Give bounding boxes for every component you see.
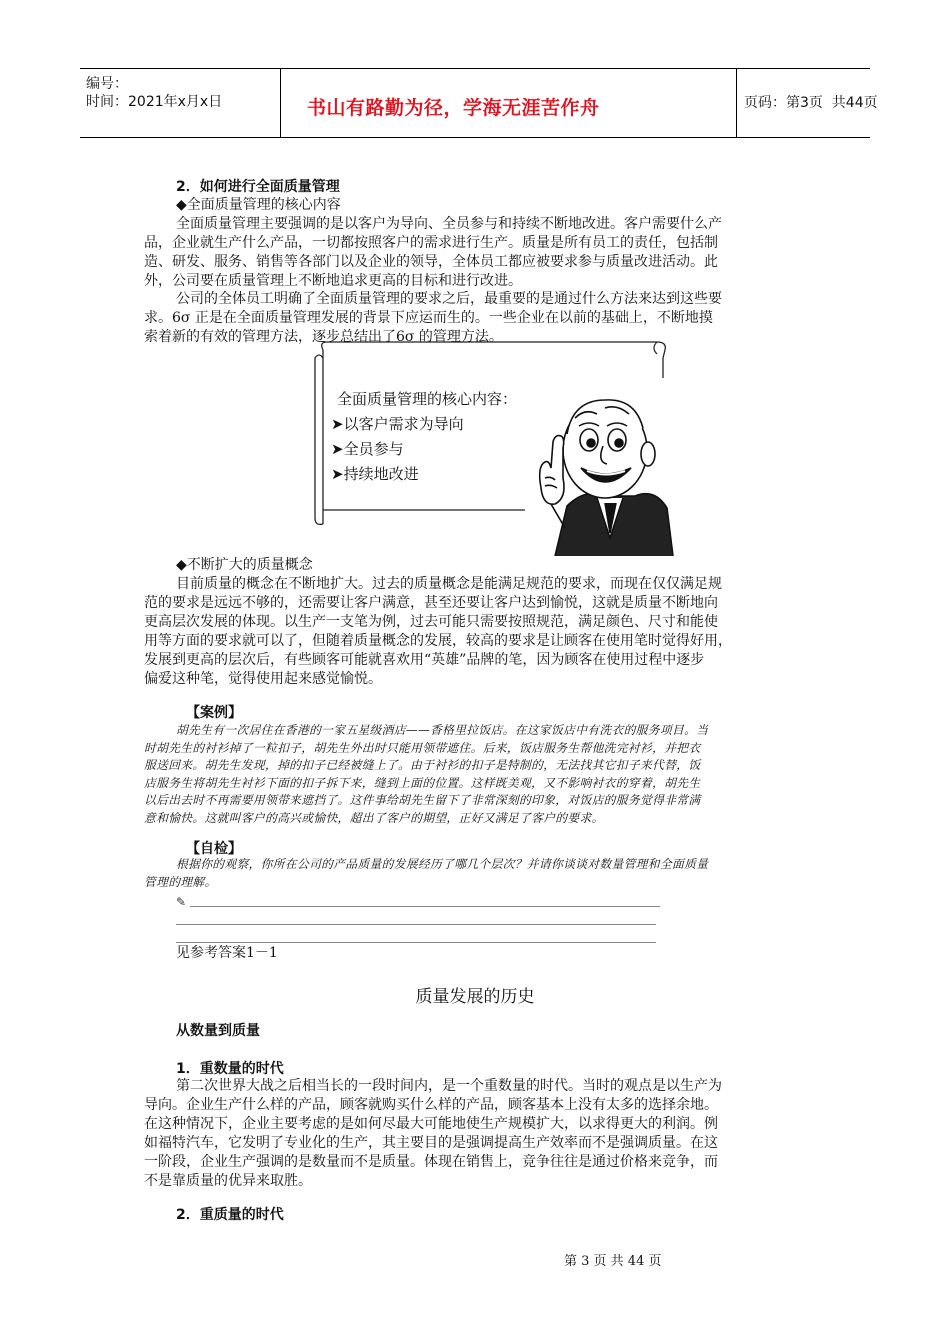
paragraph-line: 外，公司要在质量管理上不断地追求更高的目标和进行改进。 bbox=[144, 273, 522, 289]
paragraph-line: 在这种情况下，企业主要考虑的是如何尽最大可能地使生产规模扩大，以求得更大的利润。例 bbox=[144, 1116, 718, 1132]
paragraph-line: 公司的全体员工明确了全面质量管理的要求之后，最重要的是通过什么方法来达到这些要 bbox=[176, 291, 722, 307]
answer-line[interactable] bbox=[190, 906, 660, 907]
page-footer: 第 3 页 共 44 页 bbox=[564, 1254, 662, 1269]
history-heading-2: 2．重质量的时代 bbox=[176, 1207, 284, 1223]
tqm-core-figure bbox=[305, 338, 675, 556]
header-left-cell bbox=[80, 69, 280, 137]
paragraph-line: 偏爱这种笔，觉得使用起来感觉愉悦。 bbox=[144, 671, 382, 687]
paragraph-line: 更高层次发展的体现。以生产一支笔为例，过去可能只需要按照规范，满足颜色、尺寸和能使 bbox=[144, 614, 718, 630]
case-line: 服送回来。胡先生发现，掉的扣子已经被缝上了。由于衬衫的扣子是特制的，无法找其它扣子来代替，饭 bbox=[144, 758, 701, 772]
paragraph-line: 发展到更高的层次后，有些顾客可能就喜欢用“英雄”品牌的笔，因为顾客在使用过程中逐步 bbox=[144, 652, 705, 668]
case-line: 店服务生将胡先生衬衫下面的扣子拆下来，缝到上面的位置。这样既美观，又不影响衬衣的穿着，胡先生 bbox=[144, 775, 701, 790]
header-motto: 书山有路勤为径，学海无涯苦作舟 bbox=[307, 97, 600, 119]
figure-list-item: ➤以客户需求为导向 bbox=[331, 415, 464, 433]
doc-time-label: 时间：2021年x月x日 bbox=[86, 94, 223, 110]
self-check-title: 【自检】 bbox=[186, 841, 242, 857]
paragraph-line: 品，企业就生产什么产品，一切都按照客户的需求进行生产。质量是所有员工的责任，包括制 bbox=[144, 235, 718, 251]
figure-list-item: ➤全员参与 bbox=[331, 440, 404, 458]
paragraph-line: 全面质量管理主要强调的是以客户为导向、全员参与和持续不断地改进。客户需要什么产 bbox=[176, 216, 722, 232]
figure-list-item: ➤持续地改进 bbox=[331, 465, 419, 483]
case-text bbox=[144, 722, 824, 827]
paragraph-line: 造、研发、服务、销售等各部门以及企业的领导，全体员工都应被要求参与质量改进活动。此 bbox=[144, 254, 718, 270]
self-check-line: 管理的理解。 bbox=[144, 874, 217, 889]
pen-icon: ✎ bbox=[176, 895, 187, 909]
bullet-core-content: ◆全面质量管理的核心内容 bbox=[176, 197, 341, 213]
paragraph-line: 目前质量的概念在不断地扩大。过去的质量概念是能满足规范的要求，而现在仅仅满足规 bbox=[176, 576, 722, 592]
answer-line[interactable] bbox=[176, 942, 656, 943]
history-subtitle: 从数量到质量 bbox=[176, 1023, 260, 1039]
doc-code-label: 编号： bbox=[86, 76, 128, 92]
case-title: 【案例】 bbox=[186, 705, 242, 721]
answer-line[interactable] bbox=[176, 924, 656, 925]
case-line: 胡先生有一次居住在香港的一家五星级酒店——香格里拉饭店。在这家饭店中有洗衣的服务项目。当 bbox=[176, 723, 709, 737]
paragraph-line: 第二次世界大战之后相当长的一段时间内，是一个重数量的时代。当时的观点是以生产为 bbox=[176, 1078, 722, 1094]
paragraph-tqm-core bbox=[144, 215, 824, 291]
page-header bbox=[80, 68, 878, 138]
paragraph-quantity-era bbox=[144, 1077, 834, 1191]
paragraph-line: 不是靠质量的优异来取胜。 bbox=[144, 1173, 312, 1189]
history-title: 质量发展的历史 bbox=[415, 987, 535, 1007]
header-right-cell bbox=[736, 69, 878, 137]
bullet-quality-concept: ◆不断扩大的质量概念 bbox=[176, 557, 313, 573]
paragraph-line: 索着新的有效的管理方法，逐步总结出了6σ 的管理方法。 bbox=[144, 329, 503, 345]
history-heading-1: 1．重数量的时代 bbox=[176, 1061, 284, 1077]
paragraph-line: 求。6σ 正是在全面质量管理发展的背景下应运而生的。一些企业在以前的基础上，不断地摸 bbox=[144, 310, 713, 326]
cartoon-man-icon bbox=[540, 400, 673, 556]
paragraph-line: 一阶段，企业生产强调的是数量而不是质量。体现在销售上，竞争往往是通过价格来竞争，而 bbox=[144, 1154, 718, 1170]
case-line: 以后出去时不再需要用领带来遮挡了。这件事给胡先生留下了非常深刻的印象，对饭店的服务觉得非常满 bbox=[144, 793, 701, 807]
case-line: 时胡先生的衬衫掉了一粒扣子，胡先生外出时只能用领带遮住。后来，饭店服务生帮他洗完衬衫，并把衣 bbox=[144, 740, 701, 755]
paragraph-line: 如福特汽车，它发明了专业化的生产，其主要目的是强调提高生产效率而不是强调质量。在这 bbox=[144, 1135, 718, 1151]
section-heading: 2．如何进行全面质量管理 bbox=[176, 179, 340, 195]
header-page-label: 页码：第3页 共44页 bbox=[744, 95, 878, 111]
answer-reference: 见参考答案1－1 bbox=[176, 945, 278, 961]
figure-title: 全面质量管理的核心内容： bbox=[337, 390, 518, 408]
paragraph-line: 导向。企业生产什么样的产品，顾客就购买什么样的产品，顾客基本上没有太多的选择余地。 bbox=[144, 1097, 718, 1113]
figure-list bbox=[331, 412, 464, 487]
self-check-text bbox=[144, 856, 824, 891]
header-motto-cell bbox=[280, 69, 737, 137]
paragraph-line: 用等方面的要求就可以了，但随着质量概念的发展，较高的要求是让顾客在使用笔时觉得好用， bbox=[144, 633, 732, 649]
case-line: 意和愉快。这就叫客户的高兴或愉快，超出了客户的期望，正好又满足了客户的要求。 bbox=[144, 810, 604, 825]
self-check-line: 根据你的观察，你所在公司的产品质量的发展经历了哪几个层次？并请你谈谈对数量管理和全面质量 bbox=[176, 857, 709, 871]
paragraph-quality-concept bbox=[144, 575, 824, 689]
paragraph-line: 范的要求是远远不够的，还需要让客户满意，甚至还要让客户达到愉悦，这就是质量不断地向 bbox=[144, 595, 718, 611]
